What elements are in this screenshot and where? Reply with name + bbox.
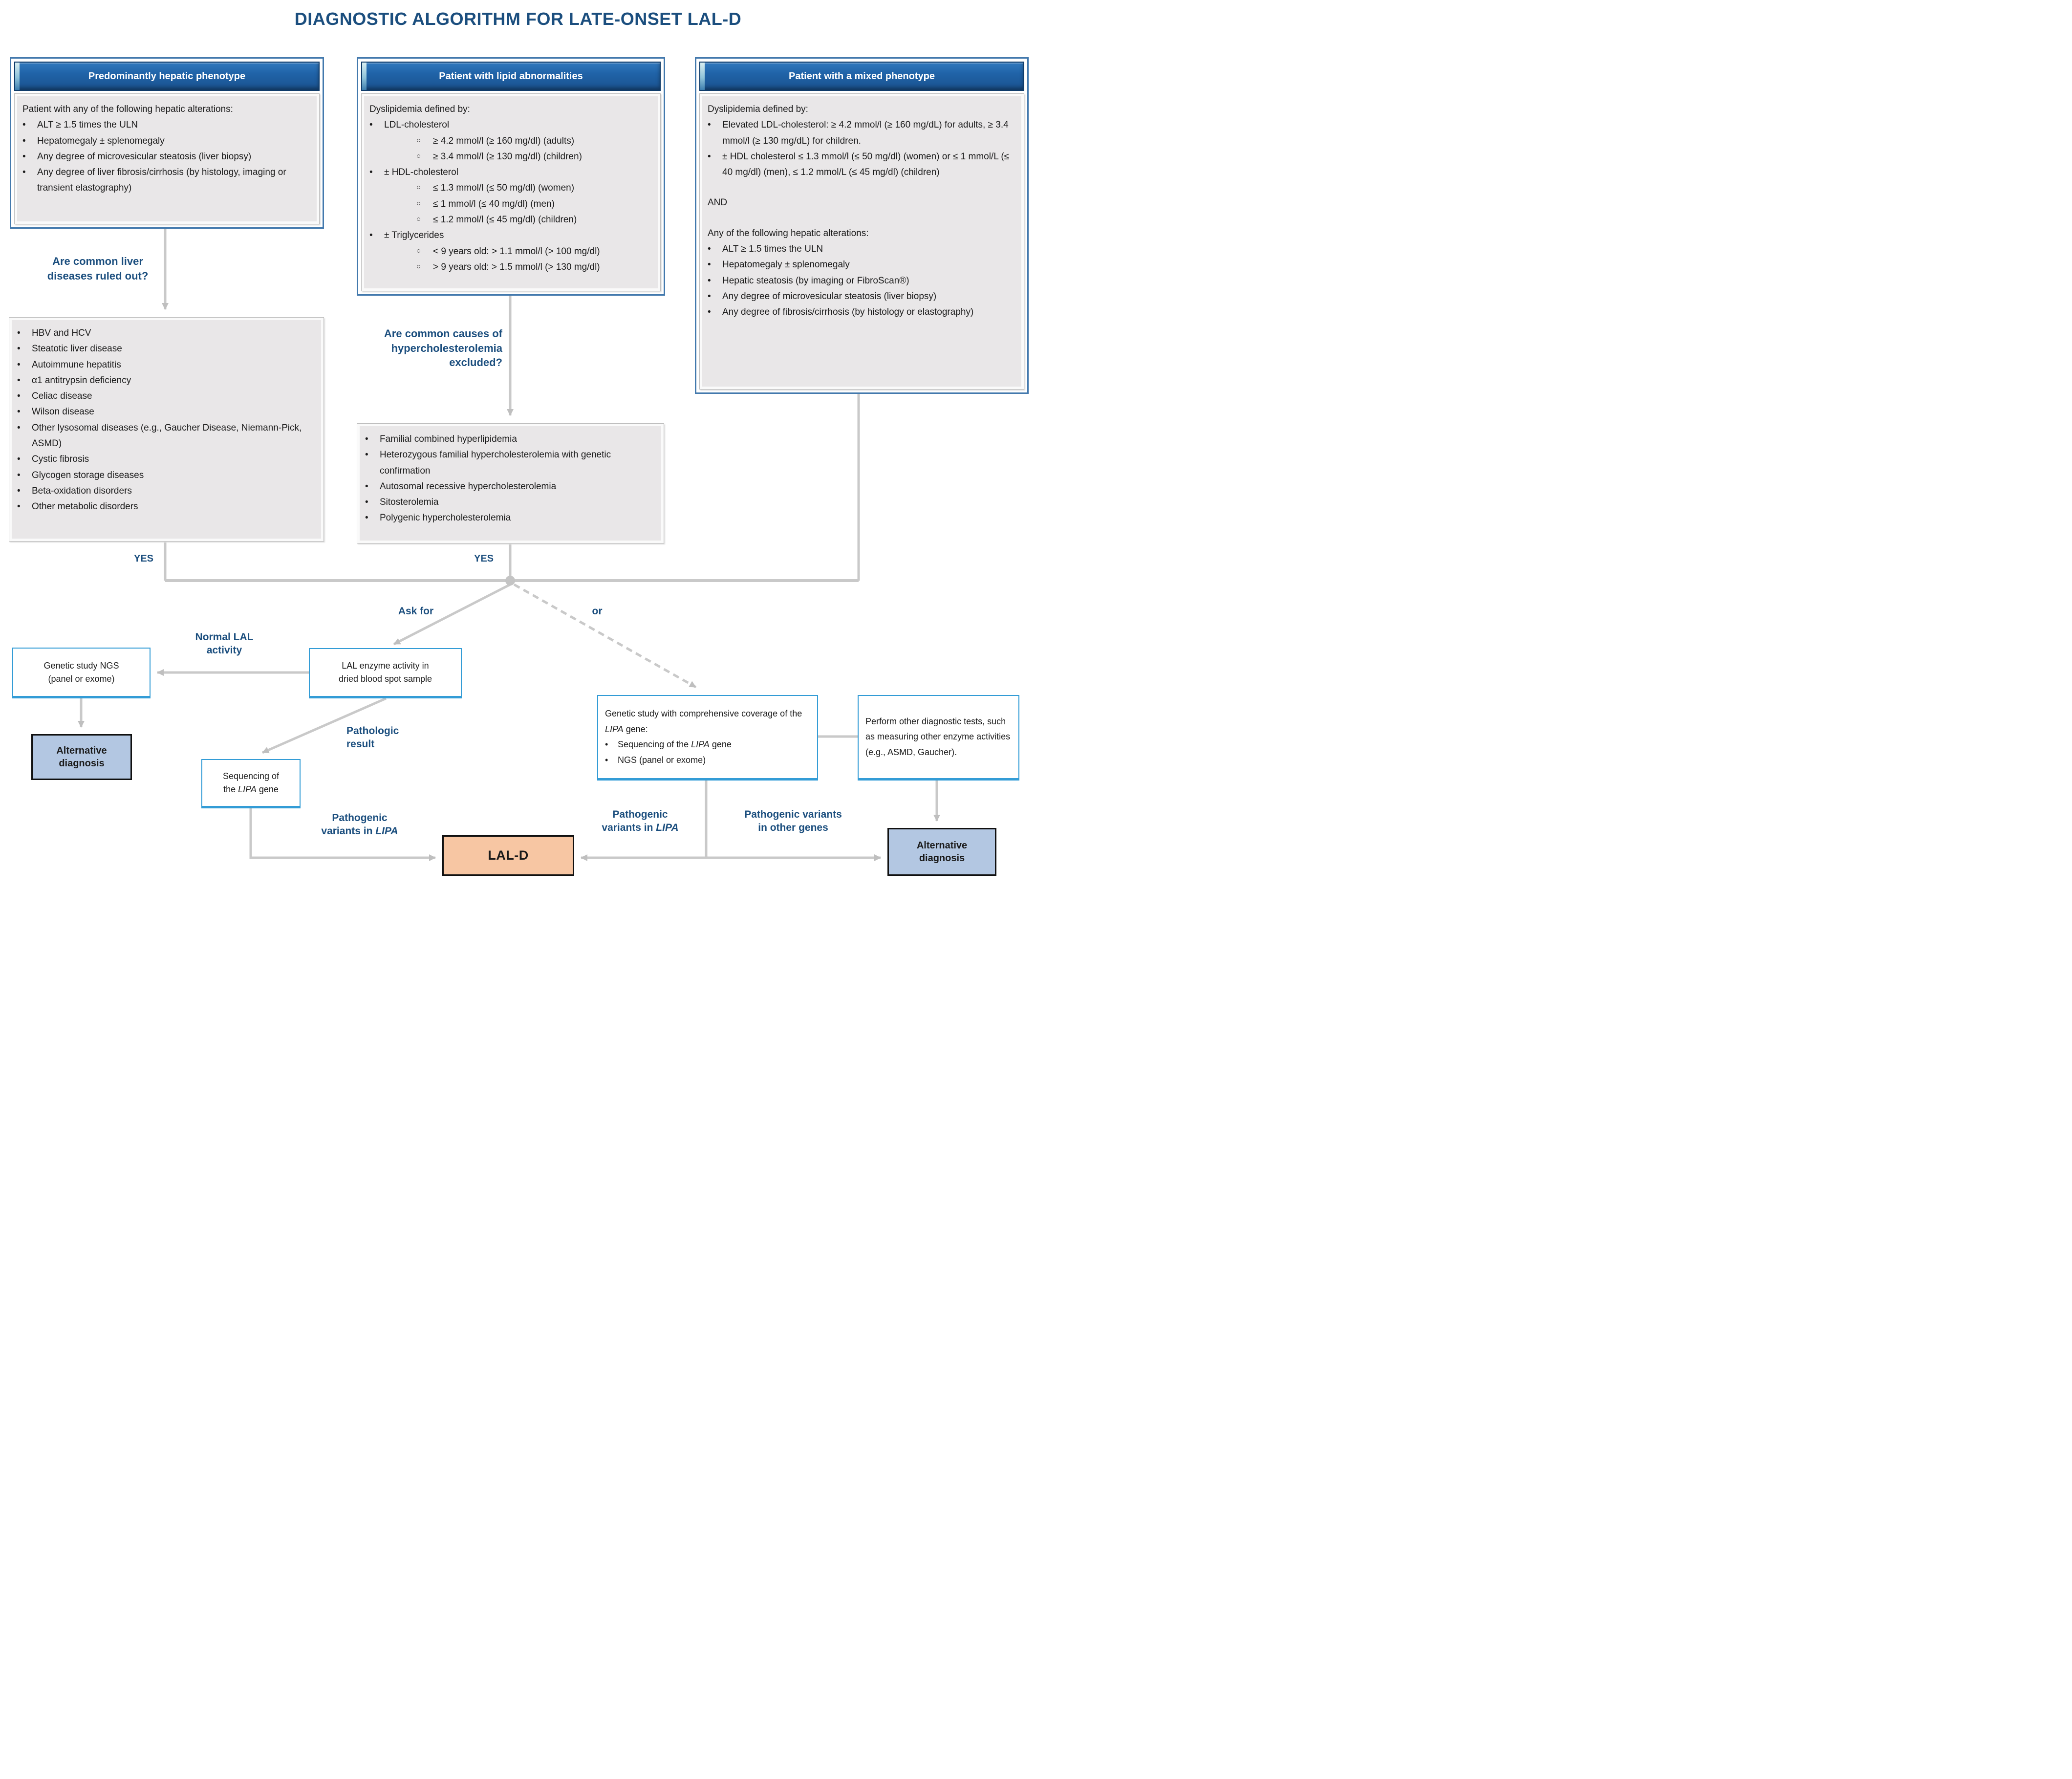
node-list-item: NGS (panel or exome)	[618, 755, 706, 765]
genetic-study-comprehensive-node	[597, 695, 818, 781]
outcome-line: LAL-D	[488, 847, 529, 863]
bullet-marker: •	[17, 454, 21, 465]
label-segment: variants in	[602, 822, 656, 834]
list-item: Heterozygous familial hypercholesterolemia with genetic confirmation	[380, 450, 611, 476]
alternative-diagnosis-left-box	[31, 734, 132, 780]
lipid-criteria-box	[361, 93, 661, 291]
node-line: Sequencing of	[222, 771, 280, 781]
bullet-marker: •	[708, 151, 711, 162]
list-item: Hepatic steatosis (by imaging or FibroScan®)	[722, 275, 909, 286]
sub-bullet-marker: ○	[416, 215, 421, 224]
list-item: LDL-cholesterol	[384, 120, 450, 130]
bullet-marker: •	[365, 481, 368, 492]
label-line	[582, 821, 699, 834]
outcome-line: Alternative	[56, 745, 107, 756]
hepatic-intro: Any of the following hepatic alterations:	[708, 228, 869, 239]
list-item: Cystic fibrosis	[32, 454, 89, 465]
list-item: ± HDL-cholesterol	[384, 167, 458, 178]
list-item: Any degree of microvesicular steatosis (liver biopsy)	[37, 151, 252, 162]
lald-diagnosis-box	[442, 835, 574, 876]
pathogenic-variants-lipa-left-label	[301, 811, 418, 838]
node-line: dried blood spot sample	[338, 674, 432, 684]
sub-list-item: ≥ 4.2 mmol/l (≥ 160 mg/dl) (adults)	[433, 135, 575, 146]
list-item: Any degree of fibrosis/cirrhosis (by histology or elastography)	[722, 307, 974, 318]
criteria-intro: Patient with any of the following hepatic alterations:	[22, 104, 233, 114]
ask-for-label: Ask for	[398, 606, 434, 617]
bullet-marker: •	[369, 230, 373, 241]
label-line: Pathologic	[346, 725, 399, 737]
list-item: ALT ≥ 1.5 times the ULN	[722, 244, 823, 255]
bullet-marker: •	[17, 407, 21, 417]
list-item: Steatotic liver disease	[32, 344, 122, 354]
bullet-marker: •	[17, 328, 21, 338]
question-hypercholesterolemia: Are common causes of hypercholesterolemia excluded?	[384, 327, 502, 369]
outcome-line: diagnosis	[59, 758, 105, 769]
header-mixed-phenotype	[699, 62, 1024, 91]
gene-name-italic: LIPA	[238, 784, 257, 794]
bullet-marker: •	[605, 739, 608, 749]
or-label: or	[592, 606, 603, 617]
diagnostic-algorithm-figure	[0, 0, 1036, 890]
node-segment: Sequencing of the	[618, 739, 691, 749]
bullet-marker: •	[708, 275, 711, 286]
spacer	[708, 211, 1016, 226]
mixed-criteria-box	[699, 93, 1024, 390]
list-item: Hepatomegaly ± splenomegaly	[722, 260, 850, 270]
list-item: ± Triglycerides	[384, 230, 444, 241]
pathogenic-variants-other-genes-label	[725, 808, 862, 835]
bullet-marker: •	[17, 359, 21, 370]
sequencing-lipa-node	[201, 759, 301, 808]
bullet-marker: •	[22, 120, 26, 130]
list-item: α1 antitrypsin deficiency	[32, 375, 131, 386]
list-item: ± HDL cholesterol ≤ 1.3 mmol/l (≤ 50 mg/dl) (women) or ≤ 1 mmol/L (≤ 40 mg/dl) (men), ≤ 1.2 mmol/L (≤ 45 mg/dl) (children)	[722, 151, 1010, 178]
page-title: DIAGNOSTIC ALGORITHM FOR LATE-ONSET LAL-D	[294, 9, 742, 29]
column-lipid-abnormalities	[357, 57, 665, 296]
node-segment: gene	[709, 739, 732, 749]
column-mixed-phenotype	[695, 57, 1029, 394]
gene-name-italic: LIPA	[691, 739, 710, 749]
sub-bullet-marker: ○	[416, 246, 421, 255]
and-label: AND	[708, 197, 728, 208]
yes-label-left: YES	[133, 553, 154, 564]
bullet-marker: •	[17, 344, 21, 354]
sub-list-item: ≤ 1 mmol/l (≤ 40 mg/dl) (men)	[433, 198, 555, 209]
bullet-marker: •	[22, 135, 26, 146]
bullet-marker: •	[22, 151, 26, 162]
sub-bullet-marker: ○	[416, 199, 421, 208]
sub-bullet-marker: ○	[416, 152, 421, 160]
header-lipid-abnormalities	[361, 62, 661, 91]
junction-dot	[505, 576, 515, 586]
sub-list-item: ≥ 3.4 mmol/l (≥ 130 mg/dl) (children)	[433, 151, 582, 162]
list-item: Autosomal recessive hypercholesterolemia	[380, 481, 557, 492]
bullet-marker: •	[365, 450, 368, 460]
criteria-intro: Dyslipidemia defined by:	[369, 104, 470, 114]
node-text: Perform other diagnostic tests, such as measuring other enzyme activities (e.g., ASMD, Gaucher).	[865, 716, 1011, 757]
list-item: HBV and HCV	[32, 328, 91, 338]
bullet-marker: •	[708, 307, 711, 318]
sub-bullet-marker: ○	[416, 262, 421, 271]
bullet-marker: •	[365, 513, 368, 523]
label-line: Pathogenic	[332, 812, 388, 824]
node-segment: gene	[256, 784, 279, 794]
pathogenic-variants-lipa-middle-label	[582, 808, 699, 835]
bullet-marker: •	[365, 434, 368, 444]
sub-bullet-marker: ○	[416, 183, 421, 192]
sub-list-item: ≤ 1.3 mmol/l (≤ 50 mg/dl) (women)	[433, 183, 575, 194]
yes-label-middle: YES	[474, 553, 494, 564]
list-item: Hepatomegaly ± splenomegaly	[37, 135, 165, 146]
genetic-study-ngs-node	[12, 648, 151, 698]
header-label: Predominantly hepatic phenotype	[88, 70, 246, 82]
list-item: ALT ≥ 1.5 times the ULN	[37, 120, 138, 130]
liver-exclusions-box	[9, 317, 324, 542]
lal-enzyme-activity-node	[309, 648, 462, 698]
list-item: Wilson disease	[32, 407, 94, 417]
alternative-diagnosis-right-box	[887, 828, 996, 876]
bullet-marker: •	[17, 375, 21, 386]
list-item: Any degree of liver fibrosis/cirrhosis (by histology, imaging or transient elastography)	[37, 167, 286, 194]
outcome-line: diagnosis	[919, 853, 965, 864]
node-line	[223, 783, 279, 796]
gene-name-italic: LIPA	[375, 825, 398, 837]
bullet-marker: •	[369, 167, 373, 178]
label-line: Pathogenic	[612, 809, 668, 820]
bullet-marker: •	[708, 260, 711, 270]
sub-list-item: > 9 years old: > 1.5 mmol/l (> 130 mg/dl)	[433, 261, 600, 272]
label-line: Pathogenic variants	[744, 809, 842, 820]
bullet-marker: •	[708, 120, 711, 130]
column-hepatic-phenotype	[10, 57, 324, 229]
gene-name-italic: LIPA	[605, 724, 624, 734]
label-line: Normal LAL	[195, 631, 254, 643]
node-intro	[605, 706, 810, 737]
bullet-marker: •	[17, 391, 21, 402]
list-item: Beta-oxidation disorders	[32, 485, 132, 496]
bullet-marker: •	[17, 470, 21, 480]
label-line: result	[346, 738, 375, 750]
sub-list-item: < 9 years old: > 1.1 mmol/l (> 100 mg/dl)	[433, 246, 600, 257]
node-line: (panel or exome)	[48, 673, 115, 684]
node-line: Genetic study NGS	[43, 660, 119, 671]
list-item: Polygenic hypercholesterolemia	[380, 513, 511, 523]
hypercholesterolemia-exclusions-box	[357, 423, 664, 543]
list-item: Glycogen storage diseases	[32, 470, 144, 480]
bullet-marker: •	[605, 755, 608, 765]
hepatic-criteria-box	[14, 93, 320, 224]
label-segment: variants in	[321, 825, 376, 837]
node-line: LAL enzyme activity in	[342, 661, 429, 671]
bullet-marker: •	[708, 291, 711, 302]
node-list-item	[618, 737, 810, 753]
bullet-marker: •	[708, 244, 711, 255]
bullet-marker: •	[17, 501, 21, 512]
sub-bullet-marker: ○	[416, 136, 421, 145]
node-segment: gene:	[623, 724, 648, 734]
label-line	[301, 824, 418, 838]
normal-lal-activity-label	[175, 630, 273, 657]
label-line: activity	[206, 645, 242, 656]
bullet-marker: •	[22, 167, 26, 178]
spacer	[708, 180, 1016, 195]
list-item: Other lysosomal diseases (e.g., Gaucher Disease, Niemann-Pick, ASMD)	[32, 422, 302, 449]
list-item: Elevated LDL-cholesterol: ≥ 4.2 mmol/l (≥ 160 mg/dL) for adults, ≥ 3.4 mmol/l (≥ 130 mg/dL) for children.	[722, 120, 1009, 146]
header-label: Patient with a mixed phenotype	[789, 70, 935, 82]
question-liver-diseases: Are common liver diseases ruled out?	[47, 255, 149, 282]
list-item: Sitosterolemia	[380, 497, 439, 508]
pathologic-result-label	[346, 724, 454, 751]
label-line: in other genes	[758, 822, 828, 834]
list-item: Familial combined hyperlipidemia	[380, 434, 517, 444]
list-item: Any degree of microvesicular steatosis (liver biopsy)	[722, 291, 937, 302]
bullet-marker: •	[17, 422, 21, 433]
list-item: Other metabolic disorders	[32, 501, 138, 512]
header-label: Patient with lipid abnormalities	[439, 70, 583, 82]
bullet-marker: •	[369, 120, 373, 130]
bullet-marker: •	[17, 485, 21, 496]
node-segment: the	[223, 784, 238, 794]
bullet-marker: •	[365, 497, 368, 508]
perform-other-tests-node	[858, 695, 1019, 781]
list-item: Celiac disease	[32, 391, 92, 402]
header-hepatic-phenotype	[14, 62, 320, 91]
sub-list-item: ≤ 1.2 mmol/l (≤ 45 mg/dl) (children)	[433, 215, 577, 225]
outcome-line: Alternative	[916, 840, 968, 851]
list-item: Autoimmune hepatitis	[32, 359, 121, 370]
gene-name-italic: LIPA	[656, 822, 679, 834]
arrow-junction-to-genetic-study-dashed	[514, 585, 696, 687]
node-segment: Genetic study with comprehensive coverage of the	[605, 709, 802, 718]
criteria-intro: Dyslipidemia defined by:	[708, 104, 808, 114]
